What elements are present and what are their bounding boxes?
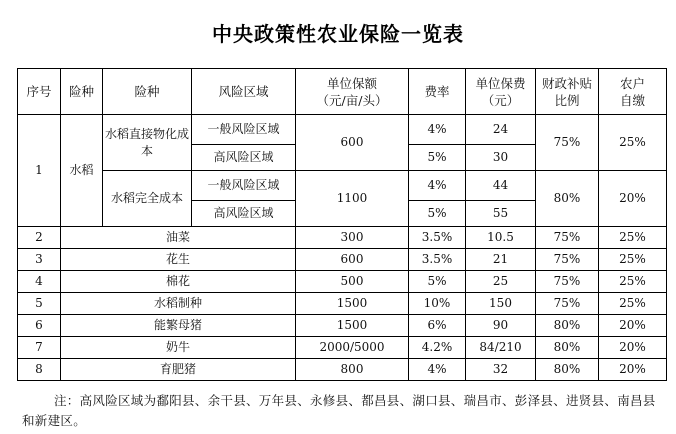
farmer-cell: 20% [599, 359, 667, 381]
header-premium-unit: （元） [481, 92, 520, 108]
rice-category-cell: 水稻 [61, 115, 103, 227]
amount-cell: 1500 [296, 293, 409, 315]
header-farmer-label: 农户 [619, 75, 645, 91]
insurance-table [17, 68, 667, 381]
farmer-cell: 20% [599, 337, 667, 359]
rate-cell: 3.5% [409, 227, 466, 249]
table-row [18, 171, 667, 201]
premium-cell: 21 [466, 249, 536, 271]
subsidy-cell: 80% [536, 359, 599, 381]
premium-cell: 55 [466, 201, 536, 227]
header-farmer-label-2: 自缴 [619, 92, 645, 108]
rate-cell: 5% [409, 271, 466, 293]
rice-type-cell: 水稻完全成本 [103, 171, 192, 227]
name-cell: 花生 [61, 249, 296, 271]
seq-cell: 4 [18, 271, 61, 293]
name-cell: 奶牛 [61, 337, 296, 359]
seq-cell: 8 [18, 359, 61, 381]
region-cell: 高风险区域 [192, 201, 296, 227]
subsidy-cell: 75% [536, 271, 599, 293]
header-amount-unit: （元/亩/头） [316, 92, 388, 108]
farmer-cell: 25% [599, 271, 667, 293]
name-cell: 水稻制种 [61, 293, 296, 315]
rate-cell: 6% [409, 315, 466, 337]
seq-cell: 5 [18, 293, 61, 315]
header-category: 险种 [61, 69, 103, 115]
table-row [18, 115, 667, 145]
rate-cell: 4% [409, 359, 466, 381]
subsidy-cell: 75% [536, 115, 599, 171]
page-title: 中央政策性农业保险一览表 [212, 22, 464, 46]
header-subsidy-label: 财政补贴 [541, 75, 592, 91]
header-premium-label: 单位保费 [475, 75, 526, 91]
header-subsidy-label-2: 比例 [554, 92, 580, 108]
table-row [18, 315, 667, 337]
table-row [18, 359, 667, 381]
rate-cell: 5% [409, 145, 466, 171]
seq-cell: 3 [18, 249, 61, 271]
rate-cell: 4% [409, 115, 466, 145]
amount-cell: 1100 [296, 171, 409, 227]
seq-cell: 6 [18, 315, 61, 337]
premium-cell: 32 [466, 359, 536, 381]
amount-cell: 800 [296, 359, 409, 381]
farmer-cell: 25% [599, 293, 667, 315]
rice-seq-cell: 1 [18, 115, 61, 227]
premium-cell: 30 [466, 145, 536, 171]
header-seq: 序号 [18, 69, 61, 115]
subsidy-cell: 75% [536, 227, 599, 249]
amount-cell: 600 [296, 115, 409, 171]
farmer-cell: 20% [599, 315, 667, 337]
name-cell: 能繁母猪 [61, 315, 296, 337]
amount-cell: 600 [296, 249, 409, 271]
premium-cell: 84/210 [466, 337, 536, 359]
header-region: 风险区域 [192, 69, 296, 115]
premium-cell: 44 [466, 171, 536, 201]
table-row [18, 271, 667, 293]
rate-cell: 3.5% [409, 249, 466, 271]
premium-cell: 10.5 [466, 227, 536, 249]
rate-cell: 4% [409, 171, 466, 201]
table-row [18, 227, 667, 249]
subsidy-cell: 75% [536, 249, 599, 271]
name-cell: 油菜 [61, 227, 296, 249]
region-cell: 一般风险区域 [192, 115, 296, 145]
farmer-cell: 25% [599, 249, 667, 271]
header-rate: 费率 [409, 69, 466, 115]
seq-cell: 7 [18, 337, 61, 359]
header-subsidy [536, 69, 599, 115]
header-row [18, 69, 667, 115]
name-cell: 育肥猪 [61, 359, 296, 381]
subsidy-cell: 80% [536, 171, 599, 227]
seq-cell: 2 [18, 227, 61, 249]
amount-cell: 2000/5000 [296, 337, 409, 359]
header-type: 险种 [103, 69, 192, 115]
premium-cell: 150 [466, 293, 536, 315]
table-row [18, 249, 667, 271]
premium-cell: 25 [466, 271, 536, 293]
table-row [18, 337, 667, 359]
subsidy-cell: 80% [536, 337, 599, 359]
header-amount [296, 69, 409, 115]
farmer-cell: 25% [599, 115, 667, 171]
farmer-cell: 25% [599, 227, 667, 249]
amount-cell: 1500 [296, 315, 409, 337]
footnote: 注：高风险区域为鄱阳县、余干县、万年县、永修县、都昌县、湖口县、瑞昌市、彭泽县、进贤县、南昌县和新建区。 [22, 393, 656, 428]
premium-cell: 90 [466, 315, 536, 337]
premium-cell: 24 [466, 115, 536, 145]
amount-cell: 300 [296, 227, 409, 249]
header-farmer [599, 69, 667, 115]
table-row [18, 293, 667, 315]
header-amount-label: 单位保额 [326, 75, 377, 91]
rate-cell: 4.2% [409, 337, 466, 359]
rate-cell: 10% [409, 293, 466, 315]
rate-cell: 5% [409, 201, 466, 227]
amount-cell: 500 [296, 271, 409, 293]
subsidy-cell: 80% [536, 315, 599, 337]
subsidy-cell: 75% [536, 293, 599, 315]
rice-type-cell: 水稻直接物化成本 [103, 115, 192, 171]
region-cell: 一般风险区域 [192, 171, 296, 201]
name-cell: 棉花 [61, 271, 296, 293]
header-premium [466, 69, 536, 115]
region-cell: 高风险区域 [192, 145, 296, 171]
farmer-cell: 20% [599, 171, 667, 227]
